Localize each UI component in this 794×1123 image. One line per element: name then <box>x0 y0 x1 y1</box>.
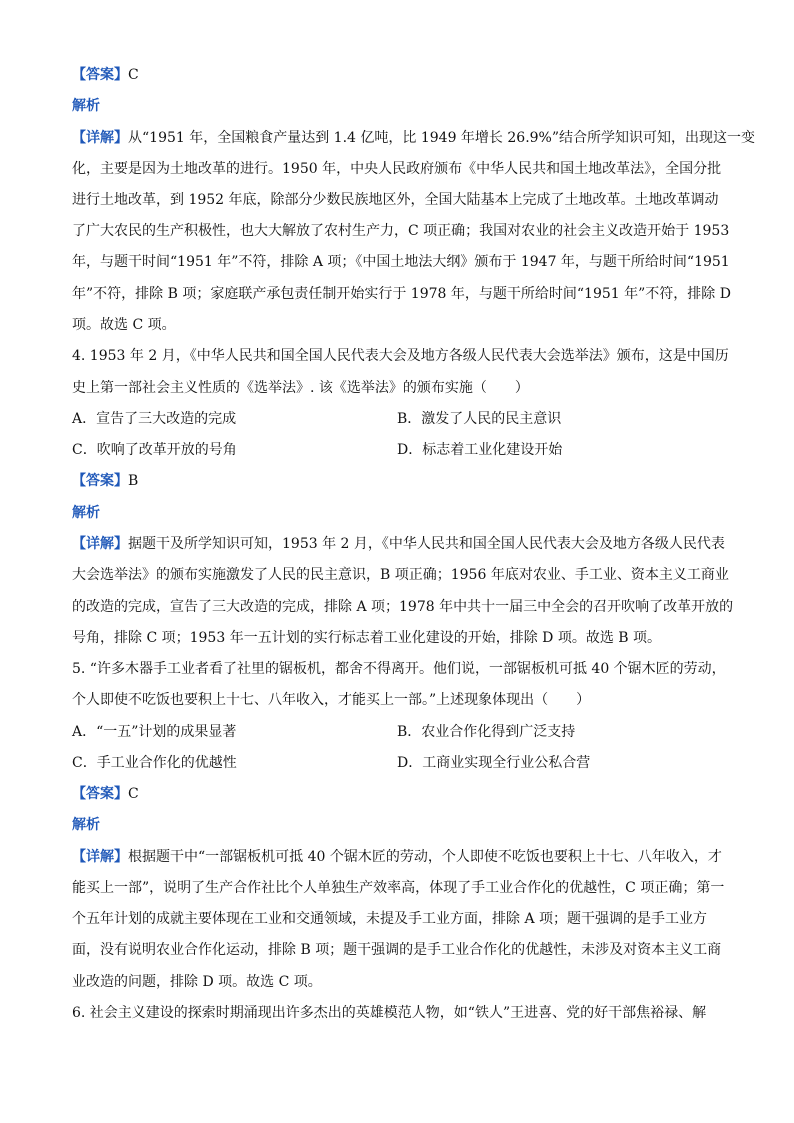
q3-analysis-heading <box>72 96 100 116</box>
q5-detail-line-2: 能买上一部”，说明了生产合作社比个人单独生产效率高，体现了手工业合作化的优越性，C 项正确；第一 <box>72 880 725 896</box>
q5-option-d: D．工商业实现全行业公私合营 <box>397 755 591 771</box>
q5-detail-line-5: 业改造的问题，排除 D 项。故选 C 项。 <box>72 974 322 990</box>
q6-stem-line-1: 6. 社会主义建设的探索时期涌现出许多杰出的英雄模范人物，如“铁人”王进喜、党的好干部焦裕禄、解 <box>72 1005 707 1021</box>
q3-detail-line-6: 年”不符，排除 B 项；家庭联产承包责任制开始实行于 1978 年，与题干所给时间“1951 年”不符，排除 D <box>72 286 731 302</box>
q3-detail-line-5: 年，与题干时间“1951 年”不符，排除 A 项；《中国土地法大纲》颁布于 1947 年，与题干所给时间“1951 <box>72 254 730 270</box>
detail-text: 根据题干中“一部锯板机可抵 40 个锯木匠的劳动，个人即使不吃饭也要积上十七、八年收入，才 <box>128 849 722 865</box>
q4-option-c: C．吹响了改革开放的号角 <box>72 442 237 458</box>
answer-value: B <box>128 473 139 489</box>
q5-option-b: B．农业合作化得到广泛支持 <box>397 724 576 740</box>
q3-detail-line-4: 了广大农民的生产积极性，也大大解放了农村生产力，C 项正确；我国对农业的社会主义改造开始于 1953 <box>72 223 730 239</box>
q5-answer <box>72 784 139 804</box>
q4-stem-line-2: 史上第一部社会主义性质的《选举法》. 该《选举法》的颁布实施（ ） <box>72 380 529 396</box>
detail-text: 从“1951 年，全国粮食产量达到 1.4 亿吨，比 1949 年增长 26.9%”结合所学知识可知，出现这一变 <box>128 130 756 146</box>
detail-label: 【详解】 <box>72 536 128 552</box>
q4-analysis-heading <box>72 503 100 523</box>
q3-answer <box>72 65 139 85</box>
q5-stem-line-1: 5. “许多木器手工业者看了社里的锯板机，都舍不得离开。他们说，一部锯板机可抵 40 个锯木匠的劳动， <box>72 661 726 677</box>
answer-label: 【答案】 <box>72 473 128 489</box>
q3-detail-line-2: 化，主要是因为土地改革的进行。1950 年，中央人民政府颁布《中华人民共和国土地改革法》，全国分批 <box>72 161 722 177</box>
q5-detail-line-1 <box>72 847 722 867</box>
analysis-label: 解析 <box>72 98 100 114</box>
q4-detail-line-2: 大会选举法》的颁布实施激发了人民的民主意识，B 项正确；1956 年底对农业、手工业、资本主义工商业 <box>72 567 729 583</box>
answer-value: C <box>128 786 139 802</box>
q5-option-a: A．“一五”计划的成果显著 <box>72 724 237 740</box>
q3-detail-line-1 <box>72 128 755 148</box>
detail-label: 【详解】 <box>72 130 128 146</box>
q5-option-c: C．手工业合作化的优越性 <box>72 755 237 771</box>
q4-detail-line-3: 的改造的完成，宣告了三大改造的完成，排除 A 项；1978 年中共十一届三中全会的召开吹响了改革开放的 <box>72 599 734 615</box>
q4-option-b: B．激发了人民的民主意识 <box>397 411 562 427</box>
detail-label: 【详解】 <box>72 849 128 865</box>
q5-detail-line-3: 个五年计划的成就主要体现在工业和交通领域，未提及手工业方面，排除 A 项；题干强调的是手工业方 <box>72 911 708 927</box>
analysis-label: 解析 <box>72 505 100 521</box>
q3-detail-line-7: 项。故选 C 项。 <box>72 317 176 333</box>
q4-option-a: A．宣告了三大改造的完成 <box>72 411 237 427</box>
answer-value: C <box>128 67 139 83</box>
q4-stem-line-1: 4. 1953 年 2 月，《中华人民共和国全国人民代表大会及地方各级人民代表大会选举法》颁布，这是中国历 <box>72 348 729 364</box>
q5-stem-line-2: 个人即使不吃饭也要积上十七、八年收入，才能买上一部。”上述现象体现出（ ） <box>72 692 591 708</box>
q4-detail-line-1 <box>72 534 725 554</box>
answer-label: 【答案】 <box>72 67 128 83</box>
answer-label: 【答案】 <box>72 786 128 802</box>
q4-answer <box>72 471 138 491</box>
q4-option-d: D．标志着工业化建设开始 <box>397 442 563 458</box>
analysis-label: 解析 <box>72 817 100 833</box>
q4-detail-line-4: 号角，排除 C 项；1953 年一五计划的实行标志着工业化建设的开始，排除 D 项。故选 B 项。 <box>72 630 662 646</box>
detail-text: 据题干及所学知识可知，1953 年 2 月，《中华人民共和国全国人民代表大会及地方各级人民代表 <box>128 536 725 552</box>
q3-detail-line-3: 进行土地改革，到 1952 年底，除部分少数民族地区外，全国大陆基本上完成了土地改革。土地改革调动 <box>72 192 719 208</box>
q5-detail-line-4: 面，没有说明农业合作化运动，排除 B 项；题干强调的是手工业合作化的优越性，未涉及对资本主义工商 <box>72 942 722 958</box>
q5-analysis-heading <box>72 815 100 835</box>
